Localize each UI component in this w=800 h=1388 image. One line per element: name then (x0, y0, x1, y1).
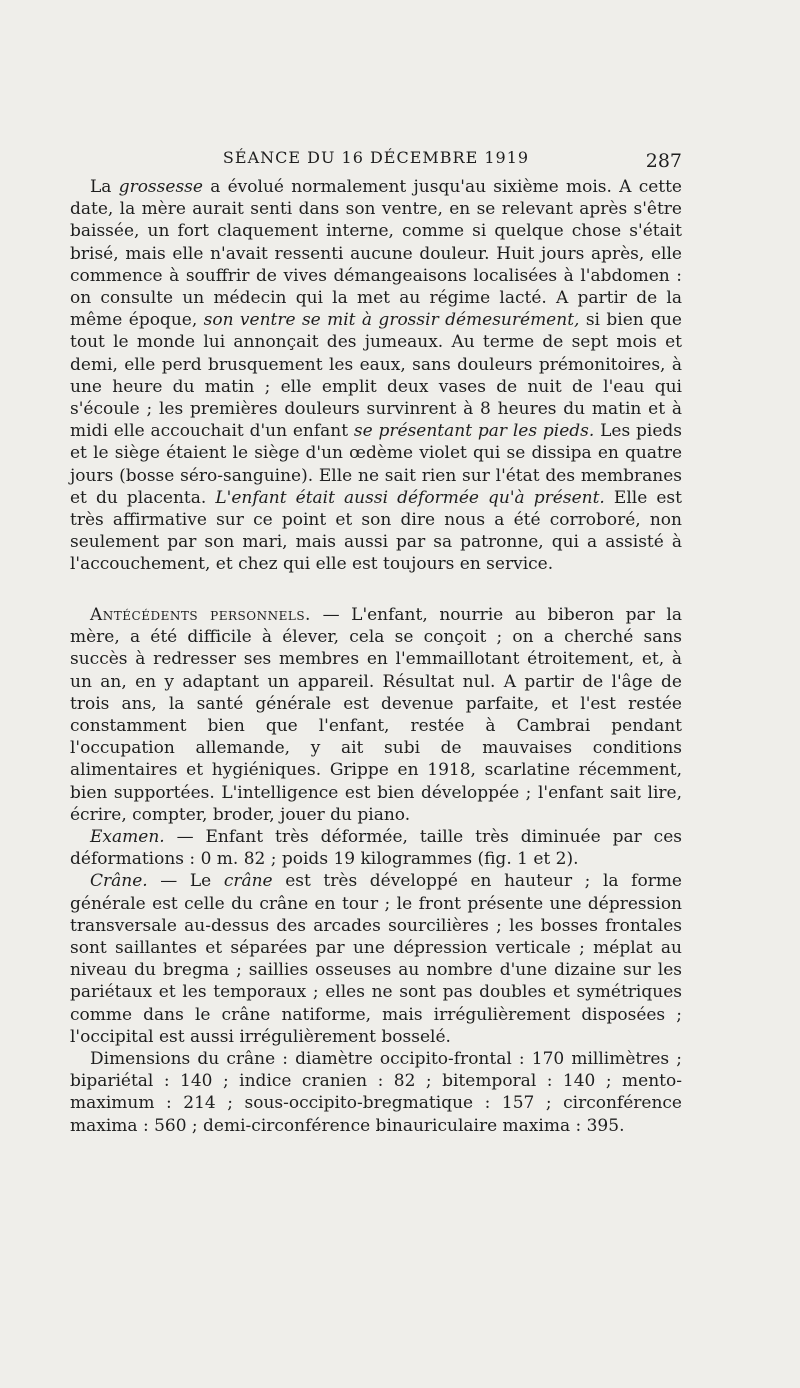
section-label: Crâne. (90, 871, 148, 892)
section-label: Examen. (90, 827, 165, 848)
page-header (70, 146, 682, 176)
paragraph-crane (70, 870, 682, 1048)
running-title: SÉANCE DU 16 DÉCEMBRE 1919 (222, 148, 530, 167)
italic-run: se présentant par les pieds. (353, 421, 595, 442)
paragraph-dimensions (70, 1048, 682, 1137)
text-run: Dimensions du crâne : diamètre occipito-frontal : 170 millimètres ; bipariétal : 140 ; indice cranien : 82 ; bitemporal : 140 ; mento-maximum : 214 ; sous-occipito-bregmatique : 157 ; circonférence maxima : 560 ; demi-circonférence binauriculaire maxima : 395. (70, 1049, 682, 1136)
paragraph-antecedents (70, 604, 682, 826)
page-number: 287 (645, 150, 682, 172)
italic-run: L'enfant était aussi déformée qu'à présent. (215, 487, 605, 508)
paragraph-pregnancy (70, 176, 682, 576)
text-run: est très développé en hauteur ; la forme générale est celle du crâne en tour ; le front présente une dépression transversale au-dessus des arcades sourcilières ; les bosses frontales sont saillantes et séparées par une dépression verticale ; méplat au niveau du bregma ; saillies osseuses au nombre d'une dizaine sur les pariétaux et les temporaux ; elles ne sont pas doubles et symétriques comme dans le crâne natiforme, mais irrégulièrement disposées ; l'occipital est aussi irrégulièrement bosselé. (70, 871, 682, 1047)
text-block-pregnancy (70, 176, 682, 576)
text-run: Les pieds et le siège étaient le siège d'un œdème violet qui se dissipa en quatre jours (bosse séro-sanguine). Elle ne sait rien sur l'état des membranes et du placenta. (70, 421, 682, 508)
text-run: a évolué normalement jusqu'au sixième mois. A cette date, la mère aurait senti dans son ventre, en se relevant après s'être baissée, un fort claquement interne, comme si quelque chose s'était brisé, mais elle n'avait ressenti aucune douleur. Huit jours après, elle commence à souffrir de vives démangeaisons localisées à l'abdomen : on consulte un médecin qui la met au régime lacté. A partir de la même époque, (70, 177, 682, 331)
text-run: si bien que tout le monde lui annonçait des jumeaux. Au terme de sept mois et demi, elle perd brusquement les eaux, sans douleurs prémonitoires, à une heure du matin ; elle emplit deux vases de nuit de l'eau qui s'écoule ; les premières douleurs survinrent à 8 heures du matin et à midi elle accouchait d'un enfant (70, 310, 682, 442)
text-run: — Enfant très déformée, taille très diminuée par ces déformations : 0 m. 82 ; poids 19 kilogrammes (fig. 1 et 2). (70, 827, 682, 870)
italic-run: crâne (223, 871, 273, 892)
text-run: — Le (147, 871, 224, 892)
text-run: — L'enfant, nourrie au biberon par la mère, a été difficile à élever, cela se conçoit ; on a cherché sans succès à redresser ses membres en l'emmaillotant étroitement, et, à un an, en y adaptant un appareil. Résultat nul. A partir de l'âge de trois ans, la santé générale est devenue parfaite, et l'est restée constamment bien que l'enfant, restée à Cambrai pendant l'occupation allemande, y ait subi de mauvaises conditions alimentaires et hygiéniques. Grippe en 1918, scarlatine récemment, bien supportées. L'intelligence est bien développée ; l'enfant sait lire, écrire, compter, broder, jouer du piano. (70, 605, 682, 825)
section-label: Antécédents personnels. (90, 605, 311, 625)
text-run: Elle est très affirmative sur ce point et son dire nous a été corroboré, non seulement par son mari, mais aussi par sa patronne, qui a assisté à l'accouchement, et chez qui elle est toujours en service. (70, 487, 682, 575)
italic-run: son ventre se mit à grossir démesurément, (203, 310, 580, 331)
text-run: La (90, 177, 119, 197)
text-block-history (70, 604, 682, 1137)
paragraph-examen (70, 826, 682, 870)
italic-run: grossesse (118, 177, 203, 197)
